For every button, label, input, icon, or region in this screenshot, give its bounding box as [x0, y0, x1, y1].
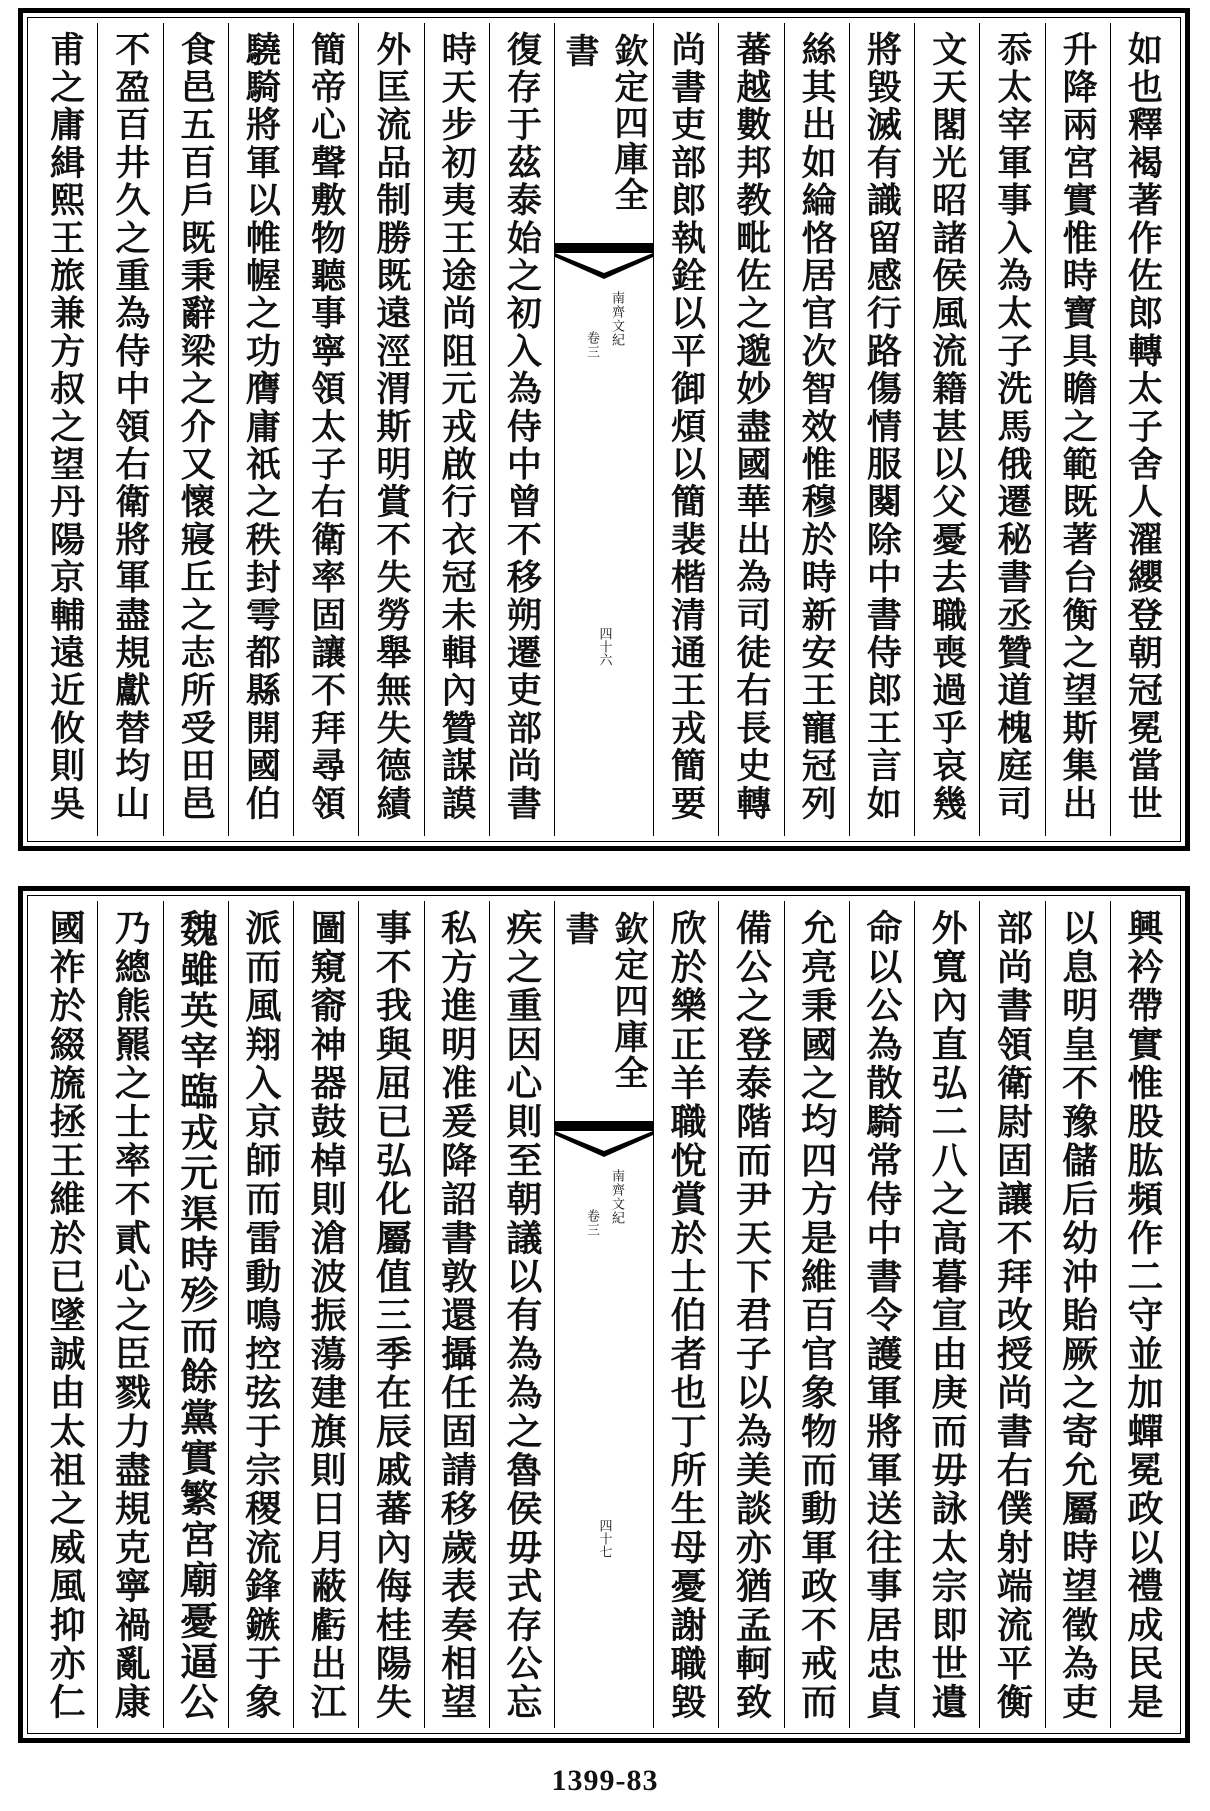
- text-column: [33, 901, 97, 1728]
- page-top: [18, 8, 1190, 851]
- series-title: 欽定四庫全書: [559, 911, 648, 1091]
- column-text: 事不我與屈已弘化屬值三季在辰戚蕃內侮桂陽失: [370, 909, 413, 1722]
- text-column: [653, 23, 718, 836]
- column-text: 將毀滅有識留感行路傷情服闋除中書侍郎王言如: [861, 31, 903, 823]
- juan-label: 卷三: [584, 1209, 599, 1237]
- text-column: [979, 901, 1044, 1728]
- text-column: [293, 23, 358, 836]
- book-title: 南齊文紀: [609, 1169, 624, 1225]
- book-info: [582, 291, 626, 359]
- text-column: [784, 901, 849, 1728]
- text-column: [1045, 23, 1110, 836]
- column-text: 興衿帶實惟股肱頻作二守並加蟬冕政以禮成民是: [1121, 909, 1164, 1722]
- column-text: 甫之庸緝熙王旅兼方叔之望丹陽京輔遠近攸則吳: [44, 31, 86, 823]
- folio-number: 四十六: [596, 627, 612, 666]
- text-column: [424, 23, 489, 836]
- text-column: [424, 901, 489, 1728]
- column-text: 絲其出如綸恪居官次智效惟穆於時新安王寵冠列: [796, 31, 838, 823]
- column-text: 驍騎將軍以帷幄之功膺庸祇之秩封雩都縣開國伯: [240, 31, 282, 823]
- text-column: [1045, 901, 1110, 1728]
- column-text: 升降兩宮實惟時寶具瞻之範既著台衡之望斯集出: [1057, 31, 1099, 823]
- book-info: [582, 1169, 626, 1237]
- column-text: 欣於樂正羊職悅賞於士伯者也丁所生母憂謝職毀: [665, 909, 708, 1722]
- columns-top: [33, 23, 1175, 836]
- column-text: 忝太宰軍事入為太子洗馬俄遷秘書丞贊道槐庭司: [991, 31, 1033, 823]
- center-fold-column: [554, 901, 653, 1728]
- column-text: 不盈百井久之重為侍中領右衛將軍盡規獻替均山: [109, 31, 151, 823]
- column-text: 尚書吏部郎執銓以平御煩以簡裴楷清通王戎簡要: [665, 31, 707, 823]
- text-column: [914, 23, 979, 836]
- column-text: 命以公為散騎常侍中書令護軍將軍送往事居忠貞: [860, 909, 903, 1722]
- text-column: [849, 901, 914, 1728]
- book-title: 南齊文紀: [609, 291, 624, 347]
- column-text: 文天閣光昭諸侯風流籍甚以父憂去職喪過乎哀幾: [926, 31, 968, 823]
- text-column: [358, 901, 423, 1728]
- column-text: 蕃越數邦教毗佐之邈妙盡國華出為司徒右長史轉: [730, 31, 772, 823]
- text-column: [97, 23, 162, 836]
- column-text: 復存于茲泰始之初入為侍中曾不移朔遷吏部尚書: [501, 31, 543, 823]
- text-column: [489, 901, 554, 1728]
- column-text: 疾之重因心則至朝議以有為為之魯侯毋式存公忘: [500, 909, 543, 1722]
- fishtail-ornament-icon: [555, 243, 653, 283]
- text-column: [97, 901, 162, 1728]
- column-text: 食邑五百戶既秉辭梁之介又懷寢丘之志所受田邑: [175, 31, 217, 823]
- column-text: 如也釋褐著作佐郎轉太子舍人濯纓登朝冠冕當世: [1122, 31, 1164, 823]
- text-column: [33, 23, 97, 836]
- text-column: [293, 901, 358, 1728]
- text-column: [163, 901, 228, 1728]
- text-column: [228, 901, 293, 1728]
- column-text: 簡帝心聲敷物聽事寧領太子右衛率固讓不拜尋領: [305, 31, 347, 823]
- column-text: 圖窺窬神器鼓棹則滄波振蕩建旗則日月蔽虧出江: [305, 909, 348, 1722]
- text-column: [849, 23, 914, 836]
- series-title: 欽定四庫全書: [559, 33, 648, 213]
- column-text: 國祚於綴旒拯王維於已墜誠由太祖之威風抑亦仁: [44, 909, 87, 1722]
- juan-label: 卷三: [584, 331, 599, 359]
- text-column: [718, 901, 783, 1728]
- column-text: 時天步初夷王途尚阻元戎啟行衣冠未輯內贊謀謨: [436, 31, 478, 823]
- column-text: 外匡流品制勝既遠涇渭斯明賞不失勞舉無失德績: [370, 31, 412, 823]
- text-column: [228, 23, 293, 836]
- text-column: [653, 901, 718, 1728]
- text-column: [489, 23, 554, 836]
- column-text: 備公之登泰階而尹天下君子以為美談亦猶孟軻致: [730, 909, 773, 1722]
- column-text: 乃總熊羆之士率不貳心之臣戮力盡規克寧禍亂康: [109, 909, 152, 1722]
- text-column: [784, 23, 849, 836]
- text-column: [1110, 23, 1175, 836]
- fishtail-ornament-icon: [555, 1121, 653, 1161]
- column-text: 允亮秉國之均四方是維百官象物而動軍政不戒而: [795, 909, 838, 1722]
- columns-bottom: [33, 901, 1175, 1728]
- text-column: [914, 901, 979, 1728]
- column-text: 魏雖英宰臨戎元渠時殄而餘黨實繁宮廟憂逼公: [173, 909, 219, 1723]
- column-text: 私方進明准爰降詔書敦還攝任固請移歲表奏相望: [435, 909, 478, 1722]
- column-text: 部尚書領衛尉固讓不拜改授尚書右僕射端流平衡: [991, 909, 1034, 1722]
- column-text: 外寬內直弘二八之高暮宣由庚而毋詠太宗即世遺: [926, 909, 969, 1722]
- page-number: 1399-83: [551, 1764, 659, 1797]
- column-text: 派而風翔入京師而雷動鳴控弦于宗稷流鋒鏃于象: [239, 909, 282, 1722]
- page-bottom: [18, 886, 1190, 1743]
- center-fold-column: [554, 23, 653, 836]
- text-column: [979, 23, 1044, 836]
- text-column: [1110, 901, 1175, 1728]
- column-text: 以息明皇不豫儲后幼沖貽厥之寄允屬時望徵為吏: [1056, 909, 1099, 1722]
- text-column: [718, 23, 783, 836]
- folio-number: 四十七: [596, 1519, 612, 1558]
- text-column: [163, 23, 228, 836]
- text-column: [358, 23, 423, 836]
